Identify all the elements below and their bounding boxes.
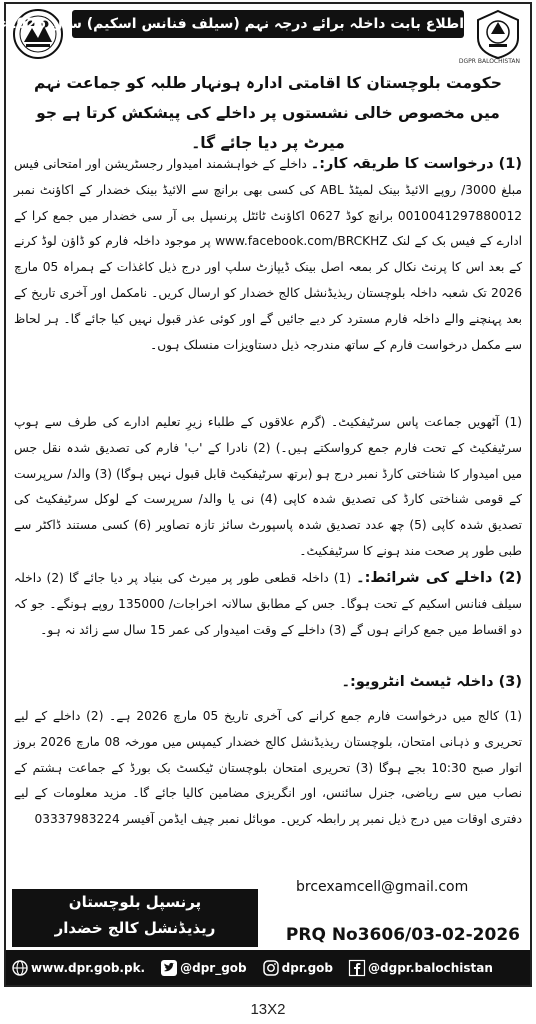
instagram-text: dpr.gob [281,960,334,975]
twitter-text: @dpr_gob [180,960,247,975]
advertisement [0,2,532,987]
footer-twitter[interactable] [161,960,247,976]
size-caption: 13X2 [250,1001,286,1018]
twitter-icon [161,960,177,976]
globe-icon [12,960,28,976]
principal-signature-block [12,889,258,947]
signature-line-2: ریذیڈنشل کالج خضدار [54,919,216,937]
section-application-procedure [14,152,522,358]
section3-heading: (3) داخلہ ٹیسٹ انٹرویو:۔ [341,674,522,690]
section3-text: (1) کالج میں درخواست فارم جمع کرانے کی آخری تاریخ 05 مارچ 2026 ہے۔ (2) داخلے کے لیے تحریری و ذہانی امتحان، بلوچستان ریذیڈنشل کالج خضدار کیمپس میں مورخہ 08 مارچ 2026 بروز اتوار صبح 10:30 بجے ہوگا (3) تحریری امتحان بلوچستان ٹیکسٹ بک بورڈ کے جماعت ہشتم کے نصاب میں سے ریاضی، جنرل سائنس، اور انگریزی مضامین کالیا جائے گا۔ مزید معلومات کے لیے دفتری اوقات میں درج ذیل نمبر پر رابطہ کریں۔ موبائل نمبر چیف ایڈمن آفیسر 03337983224 [14,709,522,827]
section1-text-a: داخلے کے خواہشمند امیدوار رجسٹریشن اور امتحانی فیس مبلغ 3000/ روپے الائیڈ بینک لمیٹڈ ABL کی کسی بھی برانچ سے الائیڈ بینک خضدار کے اکاؤنٹ نمبر 0010041297880012 برانچ کوڈ 0627 اکاؤنٹ ٹائٹل پرنسپل بی آر سی خضدار میں جمع کرا کے ادارے کے فیس بک کے لنک [14,157,523,249]
section1-text-b: پر موجود داخلہ فارم کو ڈاؤن لوڈ کرنے کے بعد اس کا پرنٹ نکال کر بمعہ اصل بینک ڈیپازٹ سلپ اور درج ذیل کاغذات کے ہمراہ 05 مارچ 2026 تک شعبہ داخلہ بلوچستان ریذیڈنشل کالج خضدار کو ارسال کریں۔ نامکمل اور آخری تاریخ کے بعد پہنچنے والے داخلہ فارم مسترد کر دیے جائیں گے اور کوئی عذر قبول نہیں کیا جائے گا۔ ہر لحاظ سے مکمل درخواست فارم کے ساتھ مندرجہ ذیل دستاویزات منسلک ہوں۔ [14,234,522,352]
footer-instagram[interactable] [263,960,333,976]
notice-title: اطلاع بابت داخلہ برائے درجہ نہم (سیلف فنانس اسکیم) سال 2026ء [72,10,464,38]
footer-website[interactable] [12,960,145,976]
section2-text: (1) داخلہ قطعی طور پر میرٹ کی بنیاد پر دیا جائے گا (2) داخلہ سیلف فنانس اسکیم کے تحت ہوگا۔ جس کے مطابق سالانہ اخراجات/ 135000 روپے ہونگے۔ جو کہ دو اقساط میں جمع کرانے ہوں گے (3) داخلے کے وقت امیدوار کی عمر 15 سال سے زائد نہ ہو۔ [14,571,522,637]
header [0,4,530,66]
prq-number: PRQ No3606/03-02-2026 [285,925,520,945]
section2-heading: (2) داخلے کی شرائط:۔ [356,570,523,586]
footer-facebook[interactable] [349,960,493,976]
email-address[interactable]: brcexamcell@gmail.com [296,879,469,895]
website-text: www.dpr.gob.pk. [31,960,146,975]
required-documents: (1) آٹھویں جماعت پاس سرٹیفکیٹ۔ (گرم علاقوں کے طلباء زیرِ تعلیم ادارے کی طرف سے ہوپ سرٹیفکیٹ کے تحت فارم جمع کرواسکتے ہیں۔) (2) نادرا کے 'ب' فارم کی تصدیق شدہ نقل جس میں امیدوار کا شناختی کارڈ نمبر درج ہو (برتھ سرٹیفکیٹ قابل قبول نہیں ہوگا) (3) والد/ سرپرست کے قومی شناختی کارڈ کی تصدیق شدہ کاپی (4) نی یا والد/ سرپرست کے لوکل سرٹیفکیٹ کی تصدیق شدہ کاپی (5) چھ عدد تصدیق شدہ پاسپورٹ سائز تازہ تصاویر (6) کسی مستند ڈاکٹر سے طبی طور پر صحت مند ہونے کا سرٹیفکیٹ۔ [14,415,523,558]
intro-paragraph: حکومت بلوچستان کا اقامتی ادارہ ہونہار طلبہ کو جماعت نہم میں مخصوص خالی نشستوں پر داخلے کی پیشکش کرتا ہے جو میرٹ پر دیا جائے گا۔ [34,74,502,152]
section1-heading: (1) درخواست کا طریقہ کار:۔ [310,156,522,172]
signature-line-1: پرنسپل بلوچستان [68,893,202,911]
facebook-text: @dgpr.balochistan [368,960,493,975]
facebook-icon [349,960,365,976]
facebook-link[interactable]: www.facebook.com/BRCKHZ [215,234,388,249]
section-admission-conditions [14,566,522,643]
instagram-icon [263,960,279,976]
footer-bar [6,950,530,985]
dgpr-logo-icon [472,8,524,60]
dgpr-caption: DGPR BALOCHISTAN [458,58,520,65]
